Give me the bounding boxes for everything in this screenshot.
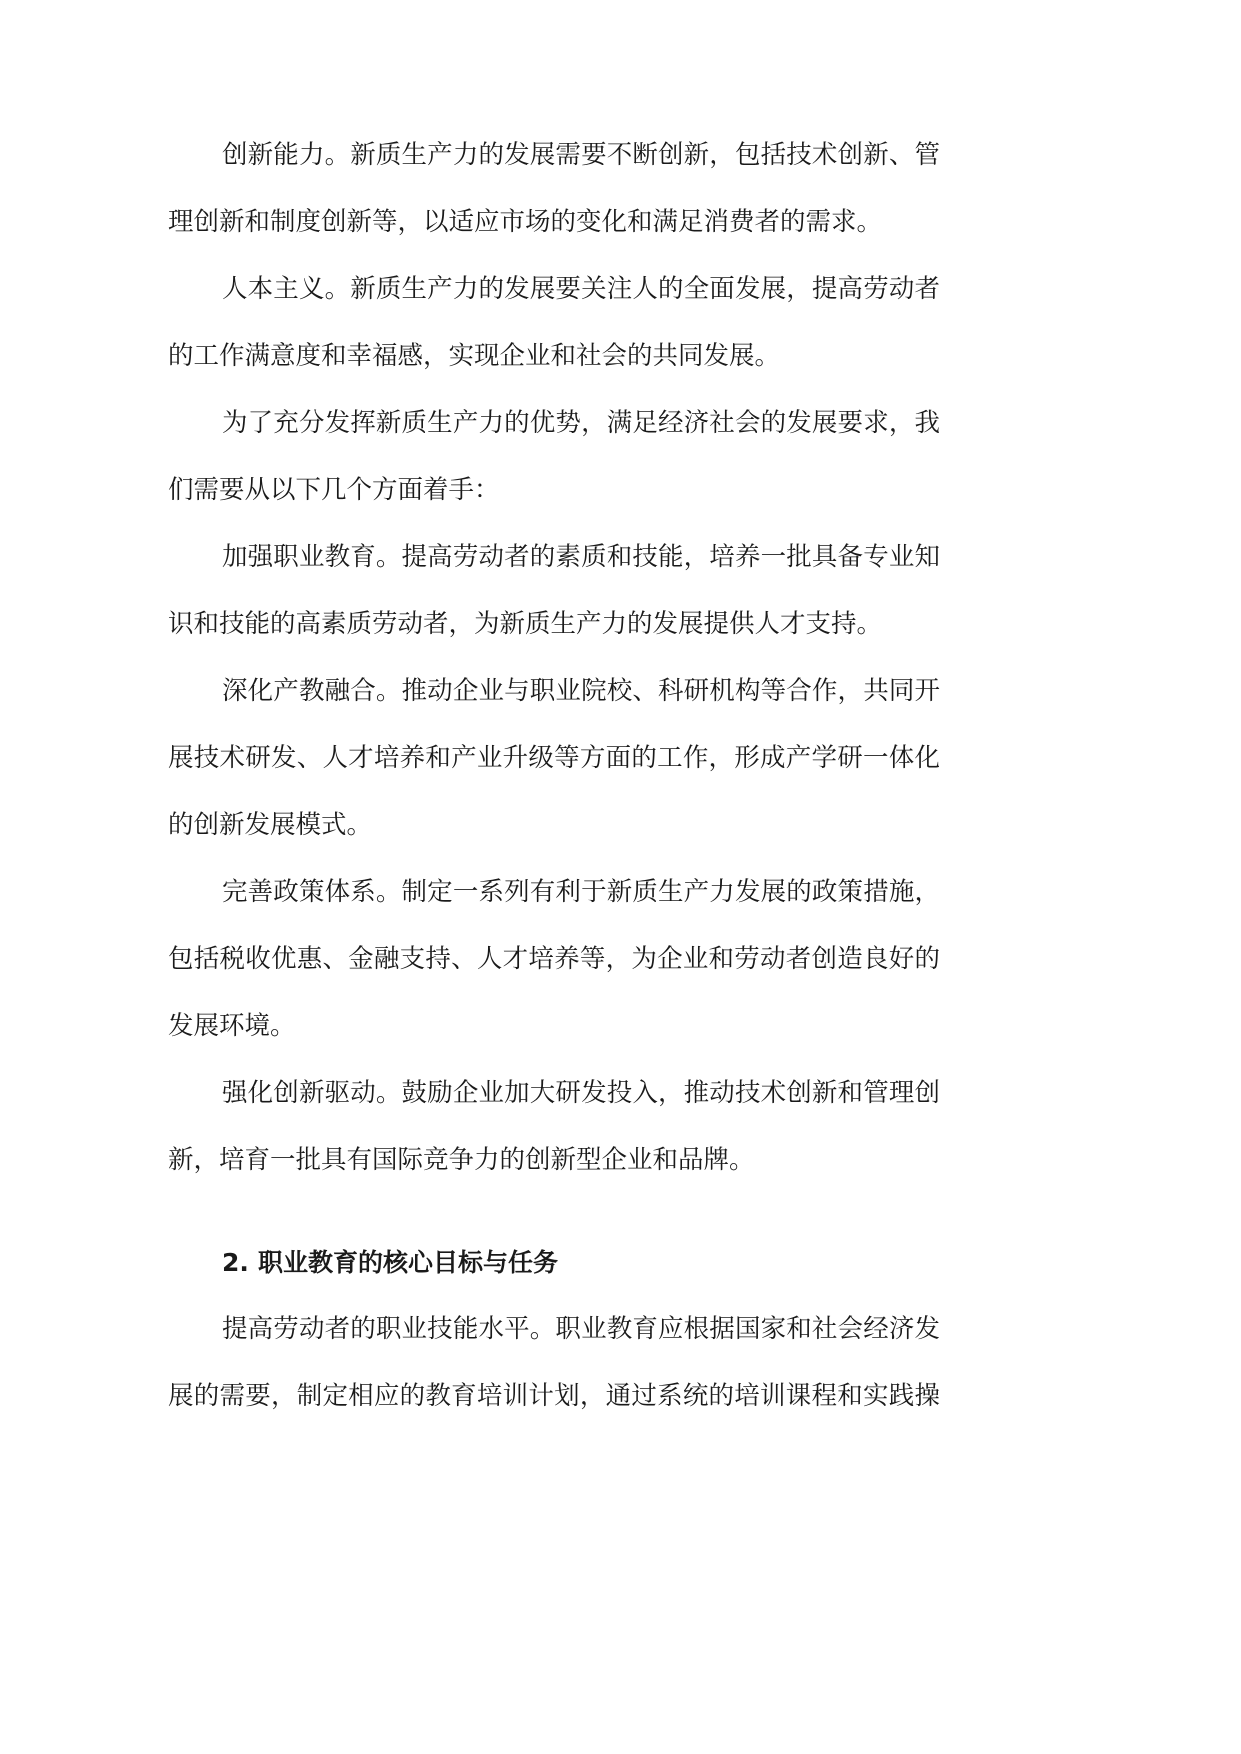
text-line: 深化产教融合。推动企业与职业院校、科研机构等合作，共同开 <box>222 676 940 706</box>
text-line: 的工作满意度和幸福感，实现企业和社会的共同发展。 <box>168 341 781 371</box>
paragraph-innovation-driven <box>168 1060 940 1194</box>
paragraph-innovation-capacity <box>168 122 940 256</box>
text-line: 提高劳动者的职业技能水平。职业教育应根据国家和社会经济发 <box>222 1314 940 1344</box>
section-heading <box>168 1229 940 1296</box>
text-line: 新，培育一批具有国际竞争力的创新型企业和品牌。 <box>168 1145 755 1175</box>
paragraph-policy-system <box>168 859 940 1060</box>
text-line: 展的需要，制定相应的教育培训计划，通过系统的培训课程和实践操 <box>168 1381 940 1411</box>
text-line: 展技术研发、人才培养和产业升级等方面的工作，形成产学研一体化 <box>168 743 940 773</box>
text-line: 为了充分发挥新质生产力的优势，满足经济社会的发展要求，我 <box>222 408 940 438</box>
section-number: 2. <box>222 1248 249 1277</box>
paragraph-vocational-skills <box>168 1296 940 1430</box>
text-line: 创新能力。新质生产力的发展需要不断创新，包括技术创新、管 <box>222 140 940 170</box>
text-line: 加强职业教育。提高劳动者的素质和技能，培养一批具备专业知 <box>222 542 940 572</box>
text-line: 包括税收优惠、金融支持、人才培养等，为企业和劳动者创造良好的 <box>168 944 940 974</box>
text-line: 的创新发展模式。 <box>168 810 373 840</box>
text-line: 人本主义。新质生产力的发展要关注人的全面发展，提高劳动者 <box>222 274 940 304</box>
text-line: 们需要从以下几个方面着手： <box>168 475 500 505</box>
paragraph-humanism <box>168 256 940 390</box>
text-line: 发展环境。 <box>168 1011 296 1041</box>
text-line: 理创新和制度创新等，以适应市场的变化和满足消费者的需求。 <box>168 207 883 237</box>
text-line: 强化创新驱动。鼓励企业加大研发投入，推动技术创新和管理创 <box>222 1078 940 1108</box>
paragraph-approach-intro <box>168 390 940 524</box>
section-title: 职业教育的核心目标与任务 <box>258 1248 559 1277</box>
paragraph-industry-education-integration <box>168 658 940 859</box>
text-line: 完善政策体系。制定一系列有利于新质生产力发展的政策措施， <box>222 877 940 907</box>
document-body <box>168 122 940 1430</box>
paragraph-vocational-education <box>168 524 940 658</box>
text-line: 识和技能的高素质劳动者，为新质生产力的发展提供人才支持。 <box>168 609 883 639</box>
